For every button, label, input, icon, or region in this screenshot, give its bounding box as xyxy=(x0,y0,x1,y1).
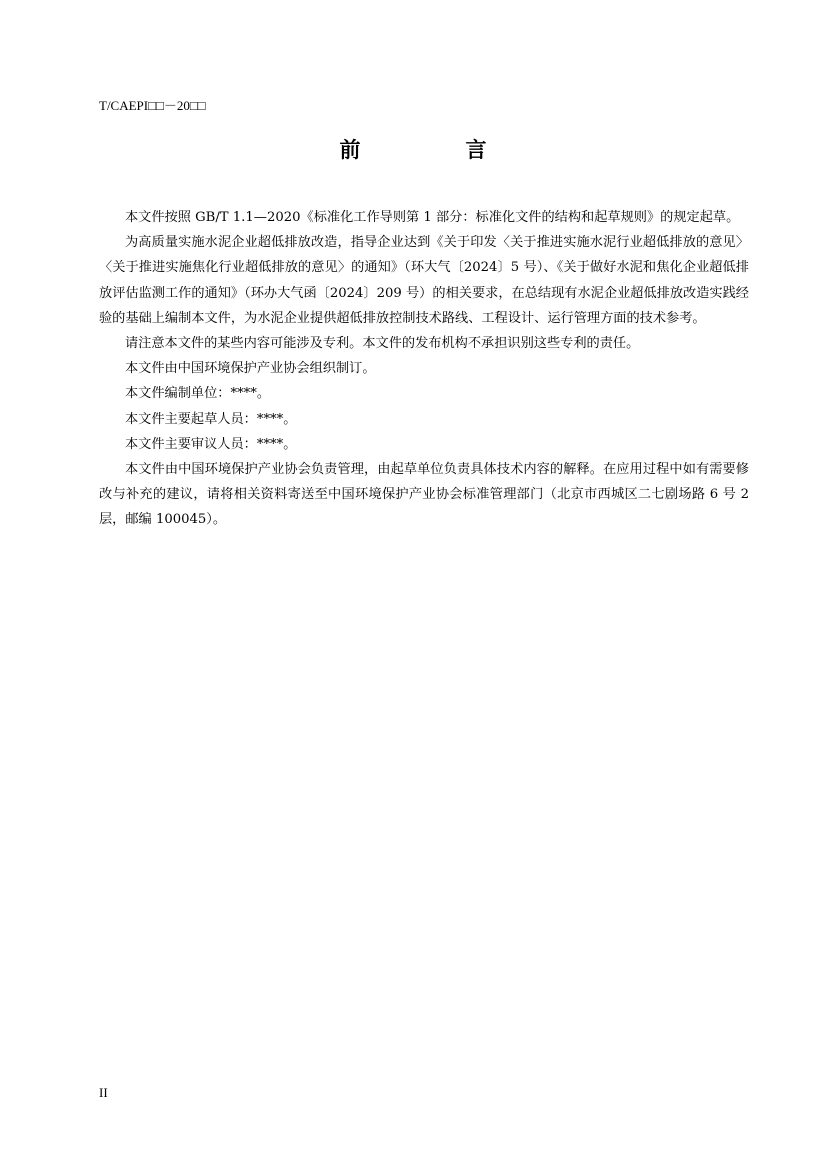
paragraph-organizer: 本文件由中国环境保护产业协会组织制订。 xyxy=(125,361,376,377)
foreword-body xyxy=(99,205,749,533)
standard-code: T/CAEPI□□－20□□ xyxy=(99,98,206,113)
paragraph-patent-notice: 请注意本文件的某些内容可能涉及专利。本文件的发布机构不承担识别这些专利的责任。 xyxy=(125,336,640,352)
paragraph-management-contact: 本文件由中国环境保护产业协会负责管理，由起草单位负责具体技术内容的解释。在应用过程中如有需要修改与补充的建议，请将相关资料寄送至中国环境保护产业协会标准管理部门（北京市西城区二七剧场路 6 号 2 层，邮编 100045）。 xyxy=(99,462,749,528)
page-number: II xyxy=(99,1085,108,1100)
page-title: 前 言 xyxy=(339,138,529,162)
paragraph-drafting-rules: 本文件按照 GB/T 1.1—2020《标准化工作导则第 1 部分：标准化文件的结构和起草规则》的规定起草。 xyxy=(125,210,740,225)
paragraph-drafters: 本文件主要起草人员：****。 xyxy=(125,411,297,427)
paragraph-reviewers: 本文件主要审议人员：****。 xyxy=(125,436,297,452)
paragraph-drafting-units: 本文件编制单位：****。 xyxy=(125,386,271,402)
paragraph-purpose: 为高质量实施水泥企业超低排放改造，指导企业达到《关于印发〈关于推进实施水泥行业超低排放的意见〉〈关于推进实施焦化行业超低排放的意见〉的通知》（环大气〔2024〕5 号）、《关于做好水泥和焦化企业超低排放评估监测工作的通知》（环办大气函〔2024〕209 号）的相关要求，在总结现有水泥企业超低排放改造实践经验的基础上编制本文件，为水泥企业提供超低排放控制技术路线、工程设计、运行管理方面的技术参考。 xyxy=(99,235,749,326)
